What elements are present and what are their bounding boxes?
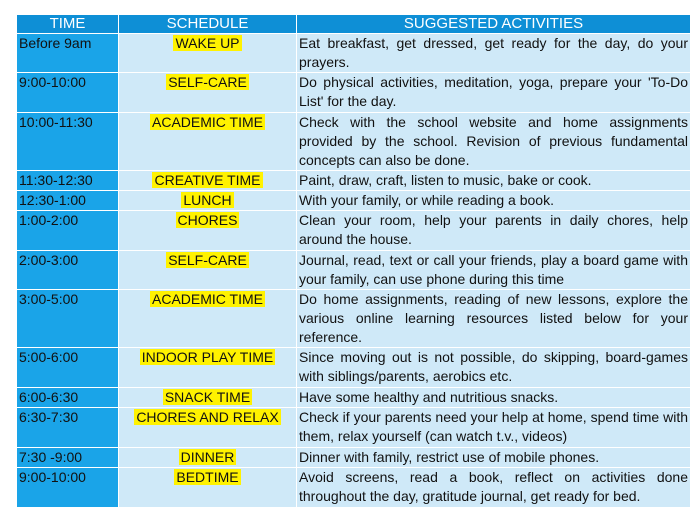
activity-cell: Since moving out is not possible, do skipping, board-games with siblings/parents, aerobics etc.: [297, 348, 691, 388]
schedule-cell: [119, 211, 297, 251]
schedule-cell: [119, 73, 297, 113]
schedule-cell: [119, 388, 297, 408]
schedule-label: BEDTIME: [176, 469, 239, 485]
table-row: [17, 211, 691, 251]
schedule-label: ACADEMIC TIME: [152, 291, 263, 307]
schedule-cell: [119, 251, 297, 290]
time-cell: 6:30-7:30: [17, 408, 119, 448]
schedule-cell: [119, 348, 297, 388]
activity-cell: Journal, read, text or call your friends, play a board game with your family, can use phone during this time: [297, 251, 691, 290]
table-row: [17, 388, 691, 408]
schedule-label: DINNER: [180, 449, 235, 465]
header-activities: SUGGESTED ACTIVITIES: [297, 15, 691, 34]
schedule-label: WAKE UP: [175, 35, 240, 51]
schedule-label: LUNCH: [183, 192, 232, 208]
table-row: [17, 191, 691, 211]
table-row: [17, 408, 691, 448]
time-cell: 7:30 -9:00: [17, 448, 119, 468]
schedule-label: CHORES: [177, 212, 238, 228]
activity-cell: Do home assignments, reading of new lessons, explore the various online learning resources listed below for your reference.: [297, 290, 691, 348]
table-row: [17, 468, 691, 508]
schedule-cell: [119, 34, 297, 73]
table-row: [17, 73, 691, 113]
schedule-cell: [119, 171, 297, 191]
time-cell: 12:30-1:00: [17, 191, 119, 211]
schedule-label: SNACK TIME: [164, 389, 251, 405]
time-cell: 11:30-12:30: [17, 171, 119, 191]
table-row: [17, 448, 691, 468]
activity-cell: Clean your room, help your parents in daily chores, help around the house.: [297, 211, 691, 251]
table-row: [17, 34, 691, 73]
activity-cell: Check if your parents need your help at home, spend time with them, relax yourself (can watch t.v., videos): [297, 408, 691, 448]
table-row: [17, 348, 691, 388]
header-row: [17, 15, 691, 34]
time-cell: 9:00-10:00: [17, 73, 119, 113]
activity-cell: Avoid screens, read a book, reflect on activities done throughout the day, gratitude journal, get ready for bed.: [297, 468, 691, 508]
activity-cell: Check with the school website and home assignments provided by the school. Revision of previous fundamental concepts can also be done.: [297, 113, 691, 171]
table-row: [17, 251, 691, 290]
schedule-label: ACADEMIC TIME: [152, 114, 263, 130]
table-row: [17, 290, 691, 348]
time-cell: 6:00-6:30: [17, 388, 119, 408]
time-cell: 5:00-6:00: [17, 348, 119, 388]
activity-cell: Do physical activities, meditation, yoga, prepare your 'To-Do List' for the day.: [297, 73, 691, 113]
schedule-label: CHORES AND RELAX: [136, 409, 279, 425]
schedule-label: INDOOR PLAY TIME: [141, 349, 274, 365]
schedule-label: SELF-CARE: [168, 252, 247, 268]
activity-cell: Paint, draw, craft, listen to music, bake or cook.: [297, 171, 691, 191]
table-row: [17, 113, 691, 171]
activity-cell: Dinner with family, restrict use of mobile phones.: [297, 448, 691, 468]
schedule-label: CREATIVE TIME: [154, 172, 261, 188]
header-schedule: SCHEDULE: [119, 15, 297, 34]
time-cell: Before 9am: [17, 34, 119, 73]
time-cell: 3:00-5:00: [17, 290, 119, 348]
schedule-label: SELF-CARE: [168, 74, 247, 90]
activity-cell: Have some healthy and nutritious snacks.: [297, 388, 691, 408]
time-cell: 2:00-3:00: [17, 251, 119, 290]
header-time: TIME: [17, 15, 119, 34]
schedule-cell: [119, 113, 297, 171]
time-cell: 1:00-2:00: [17, 211, 119, 251]
time-cell: 10:00-11:30: [17, 113, 119, 171]
daily-schedule-table: [16, 14, 691, 508]
schedule-frame: [2, 2, 692, 508]
time-cell: 9:00-10:00: [17, 468, 119, 508]
activity-cell: Eat breakfast, get dressed, get ready for the day, do your prayers.: [297, 34, 691, 73]
schedule-cell: [119, 290, 297, 348]
schedule-cell: [119, 191, 297, 211]
table-row: [17, 171, 691, 191]
schedule-cell: [119, 408, 297, 448]
schedule-cell: [119, 448, 297, 468]
schedule-cell: [119, 468, 297, 508]
activity-cell: With your family, or while reading a book.: [297, 191, 691, 211]
